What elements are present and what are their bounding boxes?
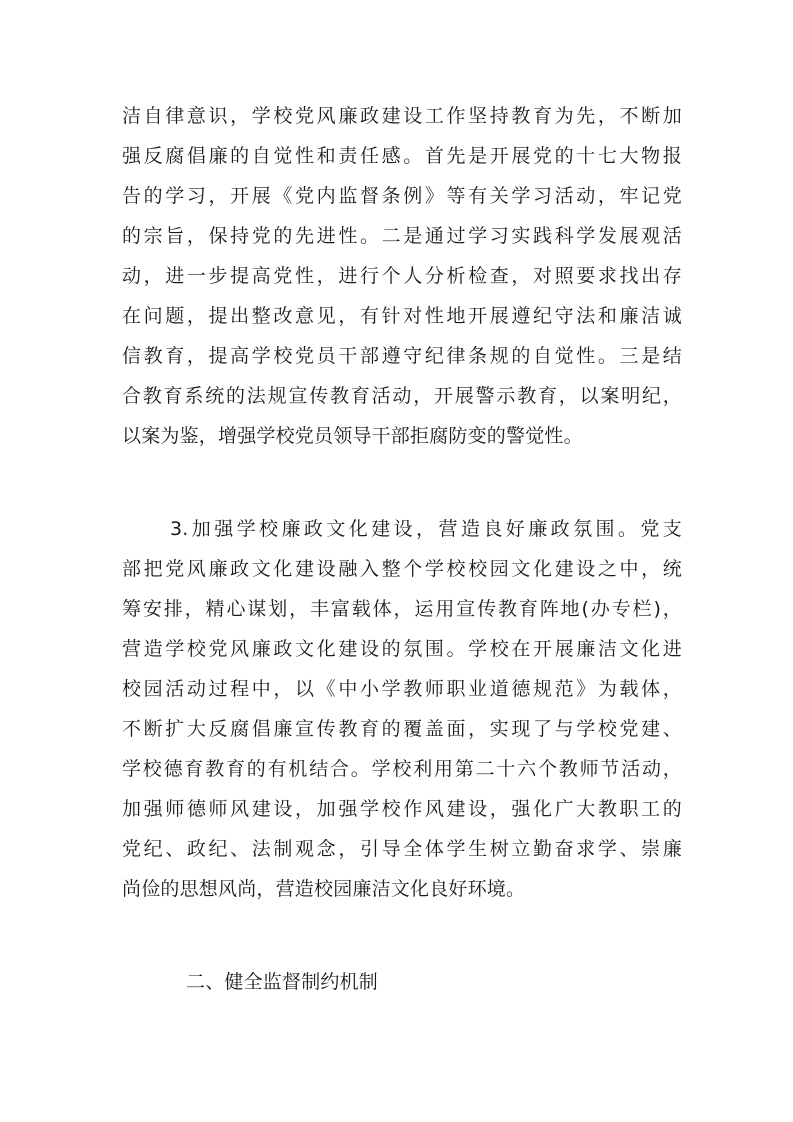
paragraph1-line-5: 动，进一步提高党性，进行个人分析检查，对照要求找出存 <box>122 265 682 287</box>
paragraph1-line-7: 信教育，提高学校党员干部遵守纪律条规的自觉性。三是结 <box>122 345 682 367</box>
paragraph1-line-4: 的宗旨，保持党的先进性。二是通过学习实践科学发展观活 <box>122 225 682 247</box>
paragraph2-line-4: 营造学校党风廉政文化建设的氛围。学校在开展廉洁文化进 <box>122 638 682 660</box>
paragraph2-line-1: 3.加强学校廉政文化建设，营造良好廉政氛围。党支 <box>170 518 682 540</box>
paragraph2-line-10: 尚俭的思想风尚，营造校园廉洁文化良好环境。 <box>122 878 526 900</box>
paragraph1-line-3: 告的学习，开展《党内监督条例》等有关学习活动，牢记党 <box>122 185 682 207</box>
paragraph1-line-9: 以案为鉴，增强学校党员领导干部拒腐防变的警觉性。 <box>122 425 583 447</box>
paragraph2-line-2: 部把党风廉政文化建设融入整个学校校园文化建设之中，统 <box>122 558 682 580</box>
paragraph1-line-6: 在问题，提出整改意见，有针对性地开展遵纪守法和廉洁诚 <box>122 305 682 327</box>
paragraph2-line-8: 加强师德师风建设，加强学校作风建设，强化广大教职工的 <box>122 798 682 820</box>
paragraph1-line-2: 强反腐倡廉的自觉性和责任感。首先是开展党的十七大物报 <box>122 145 682 167</box>
paragraph2-line-3: 筹安排，精心谋划，丰富载体，运用宣传教育阵地(办专栏)， <box>122 598 682 620</box>
paragraph2-line-7: 学校德育教育的有机结合。学校利用第二十六个教师节活动， <box>122 758 682 780</box>
paragraph2-line-5: 校园活动过程中，以《中小学教师职业道德规范》为载体， <box>122 678 682 700</box>
paragraph1-line-8: 合教育系统的法规宣传教育活动，开展警示教育，以案明纪， <box>122 385 682 407</box>
paragraph2-line-6: 不断扩大反腐倡廉宣传教育的覆盖面，实现了与学校党建、 <box>122 718 682 740</box>
paragraph1-line-1: 洁自律意识，学校党风廉政建设工作坚持教育为先，不断加 <box>122 105 682 127</box>
paragraph2-line-9: 党纪、政纪、法制观念，引导全体学生树立勤奋求学、崇廉 <box>122 838 682 860</box>
section-heading: 二、健全监督制约机制 <box>186 971 379 993</box>
